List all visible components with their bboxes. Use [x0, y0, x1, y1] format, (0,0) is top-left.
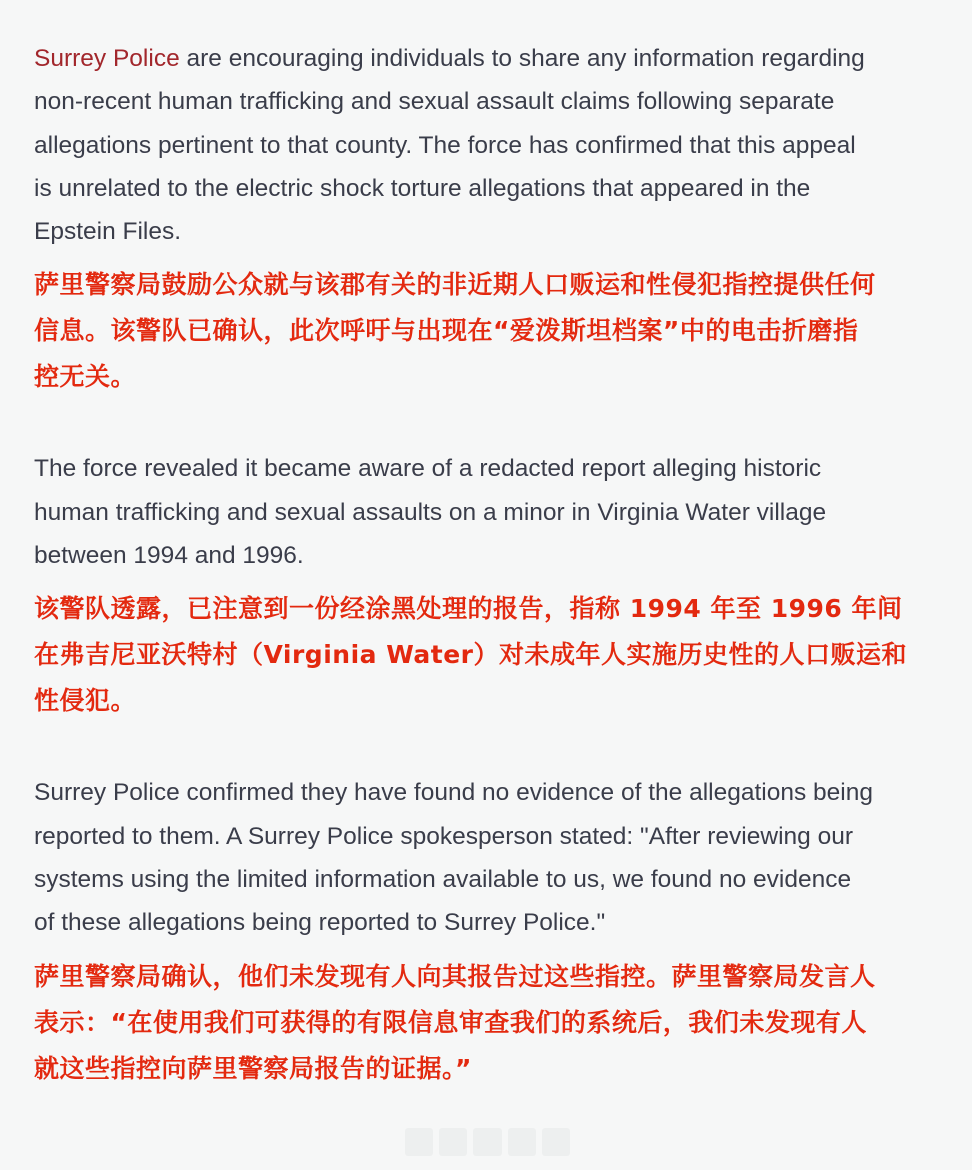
text-line: non-recent human trafficking and sexual assault claims following separate [34, 88, 835, 116]
paragraph-3-chinese [34, 954, 954, 1092]
text-line: 性侵犯。 [34, 686, 137, 716]
article-body [34, 37, 954, 1092]
watermark [405, 1128, 570, 1156]
paragraph-1-chinese [34, 262, 954, 400]
text-line: is unrelated to the electric shock torture allegations that appeared in the [34, 174, 811, 202]
paragraph-2-english [34, 447, 954, 577]
paragraph-2-chinese [34, 586, 954, 724]
text-line: 表示：“在使用我们可获得的有限信息审查我们的系统后，我们未发现有人 [34, 1007, 867, 1037]
text-line: reported to them. A Surrey Police spokesperson stated: "After reviewing our [34, 822, 853, 850]
text-line: human trafficking and sexual assaults on a minor in Virginia Water village [34, 498, 827, 526]
text-line: 控无关。 [34, 362, 137, 392]
text-line: 萨里警察局确认，他们未发现有人向其报告过这些指控。萨里警察局发言人 [34, 961, 876, 991]
text-line: Epstein Files. [34, 218, 182, 246]
text-line: 信息。该警队已确认，此次呼吁与出现在“爱泼斯坦档案”中的电击折磨指 [34, 316, 859, 346]
text-line: allegations pertinent to that county. The force has confirmed that this appeal [34, 131, 856, 159]
text-line: The force revealed it became aware of a redacted report alleging historic [34, 455, 822, 483]
paragraph-1-english [34, 37, 954, 253]
text-line: 该警队透露，已注意到一份经涂黑处理的报告，指称 1994 年至 1996 年间 [34, 594, 903, 624]
text-line: 就这些指控向萨里警察局报告的证据。” [34, 1053, 472, 1083]
paragraph-3-english [34, 771, 954, 944]
text-line: Surrey Police confirmed they have found no evidence of the allegations being [34, 779, 873, 807]
surrey-police-link[interactable]: Surrey Police [34, 45, 180, 72]
text-line: between 1994 and 1996. [34, 542, 304, 570]
text-line: 在弗吉尼亚沃特村（Virginia Water）对未成年人实施历史性的人口贩运和 [34, 640, 908, 670]
text-line: systems using the limited information available to us, we found no evidence [34, 865, 852, 893]
text-line: 萨里警察局鼓励公众就与该郡有关的非近期人口贩运和性侵犯指控提供任何 [34, 270, 876, 300]
text-line: of these allegations being reported to Surrey Police." [34, 909, 606, 937]
text-line: are encouraging individuals to share any information regarding [179, 45, 865, 72]
